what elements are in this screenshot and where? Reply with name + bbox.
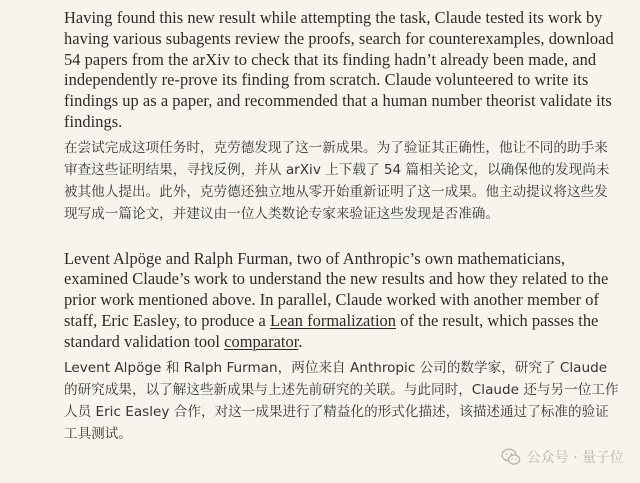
paragraph-zh-1: 在尝试完成这项任务时，克劳德发现了这一新成果。为了验证其正确性，他让不同的助手来审查这些证明结果，寻找反例，并从 arXiv 上下载了 54 篇相关论文，以确保他的发现尚未被其他人提出。此外，克劳德还独立地从零开始重新证明了这一成果。他主动提议将这些发现写成一篇论文，并建议由一位人类数论专家来验证这些发现是否准确。 bbox=[64, 139, 610, 223]
paragraph-zh-2: Levent Alpöge 和 Ralph Furman，两位来自 Anthropic 公司的数学家，研究了 Claude 的研究成果，以了解这些新成果与上述先前研究的关联。与此同时，Claude 还与另一位工作人员 Eric Easley 合作，对这一成果进行了精益化的形式化描述，该描述通过了标准的验证工具测试。 bbox=[64, 359, 619, 443]
paragraph-en-2-text-b: of the result, which passes the standard validation tool bbox=[64, 310, 599, 351]
article-body bbox=[64, 8, 620, 445]
wechat-icon bbox=[501, 447, 521, 467]
paragraph-en-2-text-c: . bbox=[298, 331, 303, 351]
paragraph-en-2-text-a: Levent Alpöge and Ralph Furman, two of Anthropic’s own mathematicians, examined Claude’s work to understand the new results and how they related to the prior work mentioned above. In parallel, Claude worked with another member of staff, Eric Easley, to produce a bbox=[64, 248, 609, 330]
watermark bbox=[501, 447, 624, 467]
paragraph-en-1: Having found this new result while attempting the task, Claude tested its work by having various subagents review the proofs, search for counterexamples, download 54 papers from the arXiv to check that its finding hadn’t already been made, and independently re-prove its finding from scratch. Claude volunteered to write its findings up as a paper, and recommended that a human number theorist validate its findings. bbox=[64, 8, 614, 131]
watermark-text: 公众号 · 量子位 bbox=[526, 450, 624, 466]
lean-formalization-link[interactable]: Lean formalization bbox=[270, 310, 397, 330]
paragraph-en-2 bbox=[64, 249, 620, 353]
section-gap bbox=[64, 226, 620, 249]
comparator-link[interactable]: comparator bbox=[224, 331, 299, 351]
